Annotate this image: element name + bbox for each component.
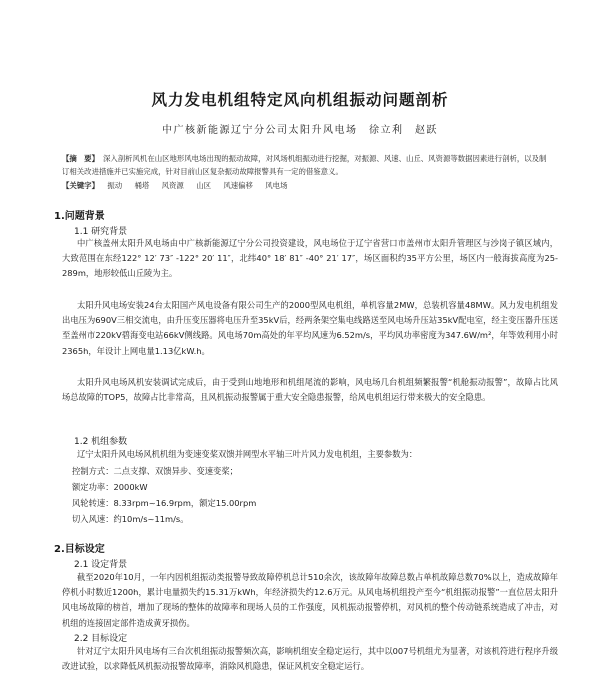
paragraph-2-2: 针对辽宁太阳升风电场有三台次机组振动报警频次高，影响机组安全稳定运行，其中以007号机组尤为显著，对该机符进行程序升级改进试验，以求降低风机振动报警故障率，消除风机隐患，保证风机安全稳定运行。 bbox=[62, 646, 558, 672]
keywords bbox=[62, 180, 550, 192]
paragraph-2-1: 截至2020年10月，一年内因机组振动类报警导致故障停机总计510余次，该故障年故障总数占单机故障总数70%以上，造成故障年停机小时数近1200h，累计电量损失约15.31万kWh，年经济损失约12.6万元。从风电场机组投产至今“机组振动报警”一直位居太阳升风电场故障的榜首，增加了现场的整体的故障率和现场人员的工作强度，风机振动报警停机，对风机的整个传动链系统造成了冲击，对机组的连接固定部件造成黄牙损伤。 bbox=[62, 572, 558, 628]
subsection-heading-1-2: 1.2 机组参数 bbox=[74, 437, 128, 447]
subsection-heading-1-1: 1.1 研究背景 bbox=[74, 227, 128, 237]
abstract bbox=[62, 152, 550, 178]
abstract-text: 深入剖析风机在山区地形风电场出现的振动故障，对风场机组振动进行挖掘，对振源、风速、山丘、风资源等数据因素进行剖析，以及制订相关改进措施并已实施完成，针对目前山区复杂振动故障报警具有一定的借鉴意义。 bbox=[62, 154, 547, 176]
keyword: 风资源 bbox=[161, 181, 184, 190]
abstract-label: 【摘 要】 bbox=[62, 154, 99, 163]
paper-authors: 中广核新能源辽宁分公司太阳升风电场 徐立利 赵跃 bbox=[162, 125, 438, 136]
section-heading-1: 1.问题背景 bbox=[54, 211, 105, 222]
keyword: 振动 bbox=[107, 181, 123, 190]
param-line: 风轮转速：8.33rpm~16.9rpm，额定15.00rpm bbox=[72, 498, 257, 508]
keyword: 风电场 bbox=[265, 181, 288, 190]
keywords-label: 【关键字】 bbox=[62, 181, 99, 190]
keyword: 山区 bbox=[196, 181, 211, 190]
subsection-heading-2-2: 2.2 目标设定 bbox=[74, 634, 128, 644]
paragraph-1-2-intro: 辽宁太阳升风电场风机机组为变速变桨双馈并网型水平轴三叶片风力发电机组，主要参数为： bbox=[76, 449, 418, 459]
keyword: 桶塔 bbox=[134, 181, 150, 190]
param-line: 额定功率：2000kW bbox=[72, 482, 148, 492]
paragraph-1-1-a: 中广核盖州太阳升风电场由中广核新能源辽宁分公司投资建设，风电场位于辽宁省营口市盖州市太阳升管理区与沙岗子镇区域内，大致范围在东经122° 12′ 73″ -122° 20′ 11″，北纬40° 18′ 81″ -40° 21′ 17″，场区面积约35平方公里，场区内一般海拔高度为25-289m，地形较低山丘陵为主。 bbox=[62, 238, 558, 279]
paper-title: 风力发电机组特定风向机组振动问题剖析 bbox=[151, 91, 449, 109]
keyword: 风速偏移 bbox=[223, 181, 253, 190]
param-line: 控制方式：二点支撑、双馈异步、变速变桨； bbox=[72, 466, 238, 476]
param-line: 切入风速：约10m/s~11m/s。 bbox=[72, 514, 189, 524]
paragraph-1-1-b: 太阳升风电场安装24台太阳国产风电设备有限公司生产的2000型风电机组，单机容量2MW，总装机容量48MW。风力发电机组发出电压为690V三相交流电，由升压变压器将电压升至35kV后，经两条架空集电线路送至风电场升压站35kV配电室，经主变压器升压送至盖州市220kV碧海变电站66kV侧线路。风电场70m高处的年平均风速为6.52m/s，平均风功率密度为347.6W/m²，年等效利用小时2365h，年设计上网电量1.13亿kW.h。 bbox=[62, 300, 558, 356]
subsection-heading-2-1: 2.1 设定背景 bbox=[74, 560, 128, 570]
section-heading-2: 2.目标设定 bbox=[54, 544, 105, 555]
paragraph-1-1-c: 太阳升风电场风机安装调试完成后，由于受到山地地形和机组尾流的影响，风电场几台机组频繁报警“机舱振动报警”，故障占比风场总故障的TOP5，故障占比非常高，且风机振动报警属于重大安全隐患报警，给风电机组运行带来极大的安全隐患。 bbox=[62, 377, 558, 403]
